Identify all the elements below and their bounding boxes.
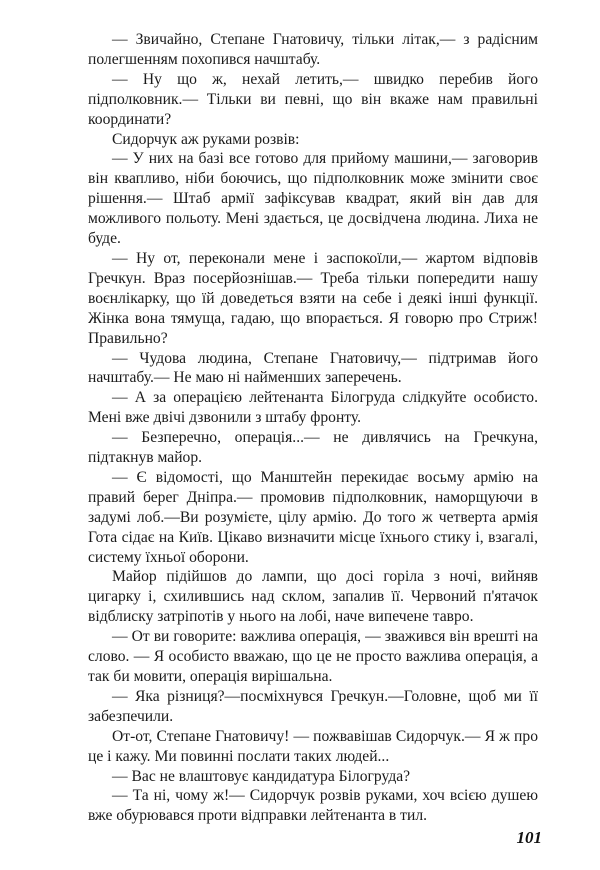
paragraph-1: — Звичайно, Степане Гнатовичу, тільки літак,— з радісним полегшенням похопився начштабу. [88, 31, 538, 68]
paragraph-15: — Та ні, чому ж!— Сидорчук розвів руками, хоч всією душею вже обурювався проти відправки лейтенанта в тил. [88, 787, 538, 825]
paragraph-10: Майор підійшов до лампи, що досі горіла з ночі, вийняв цигарку і, схилившись над склом, запалив її. Червоний п'ятачок відблиску затріпотів у нього на лобі, наче випечене тавро. [88, 568, 538, 626]
paragraph-5: — Ну от, переконали мене і заспокоїли,— жартом відповів Гречкун. Враз посерйознішав.— Треба тільки попередити нашу воєнлікарку, що їй доведеться взяти на себе і деякі інші функції. Жінка вона тямуща, гадаю, що впорається. Я говорю про Стриж! Правильно? [88, 249, 538, 347]
paragraph-13: От-от, Степане Гнатовичу! — пожвавішав Сидорчук.— Я ж про це і кажу. Ми повинні послати таких людей... [88, 727, 538, 765]
paragraph-4: — У них на базі все готово для прийому машини,— заговорив він квапливо, ніби боючись, що підполковник може змінити своє рішення.— Штаб армії зафіксував квадрат, який він дав для можливого польоту. Мені здається, це досвідчена людина. Лиха не буде. [88, 150, 538, 248]
paragraph-9: — Є відомості, що Манштейн перекидає восьму армію на правий берег Дніпра.— промовив підполковник, наморщуючи в задумі лоб.—Ви розумієте, цілу армію. До того ж четверта армія Гота сідає на Київ. Цікаво визначити місце їхнього стику і, взагалі, систему їхньої оборони. [88, 468, 538, 566]
paragraph-3: Сидорчук аж руками розвів: [112, 130, 300, 148]
page-text [88, 30, 538, 826]
paragraph-8: — Безперечно, операція...— не дивлячись на Гречкуна, підтакнув майор. [88, 429, 538, 467]
paragraph-12: — Яка різниця?—посміхнувся Гречкун.—Головне, щоб ми її забезпечили. [88, 687, 538, 725]
paragraph-6: — Чудова людина, Степане Гнатовичу,— підтримав його начштабу.— Не маю ні найменших заперечень. [88, 349, 538, 387]
paragraph-14: — Вас не влаштовує кандидатура Білогруда? [112, 767, 411, 785]
paragraph-7: — А за операцією лейтенанта Білогруда слідкуйте особисто. Мені вже двічі дзвонили з штабу фронту. [88, 389, 538, 427]
paragraph-2: — Ну що ж, нехай летить,— швидко перебив його підполковник.— Тільки ви певні, що він вкаже нам правильні координати? [88, 70, 538, 128]
paragraph-11: — От ви говорите: важлива операція, — зважився він врешті на слово. — Я особисто вважаю, що це не просто важлива операція, а так би мовити, операція вирішальна. [88, 628, 538, 685]
page-number: 101 [516, 828, 542, 847]
